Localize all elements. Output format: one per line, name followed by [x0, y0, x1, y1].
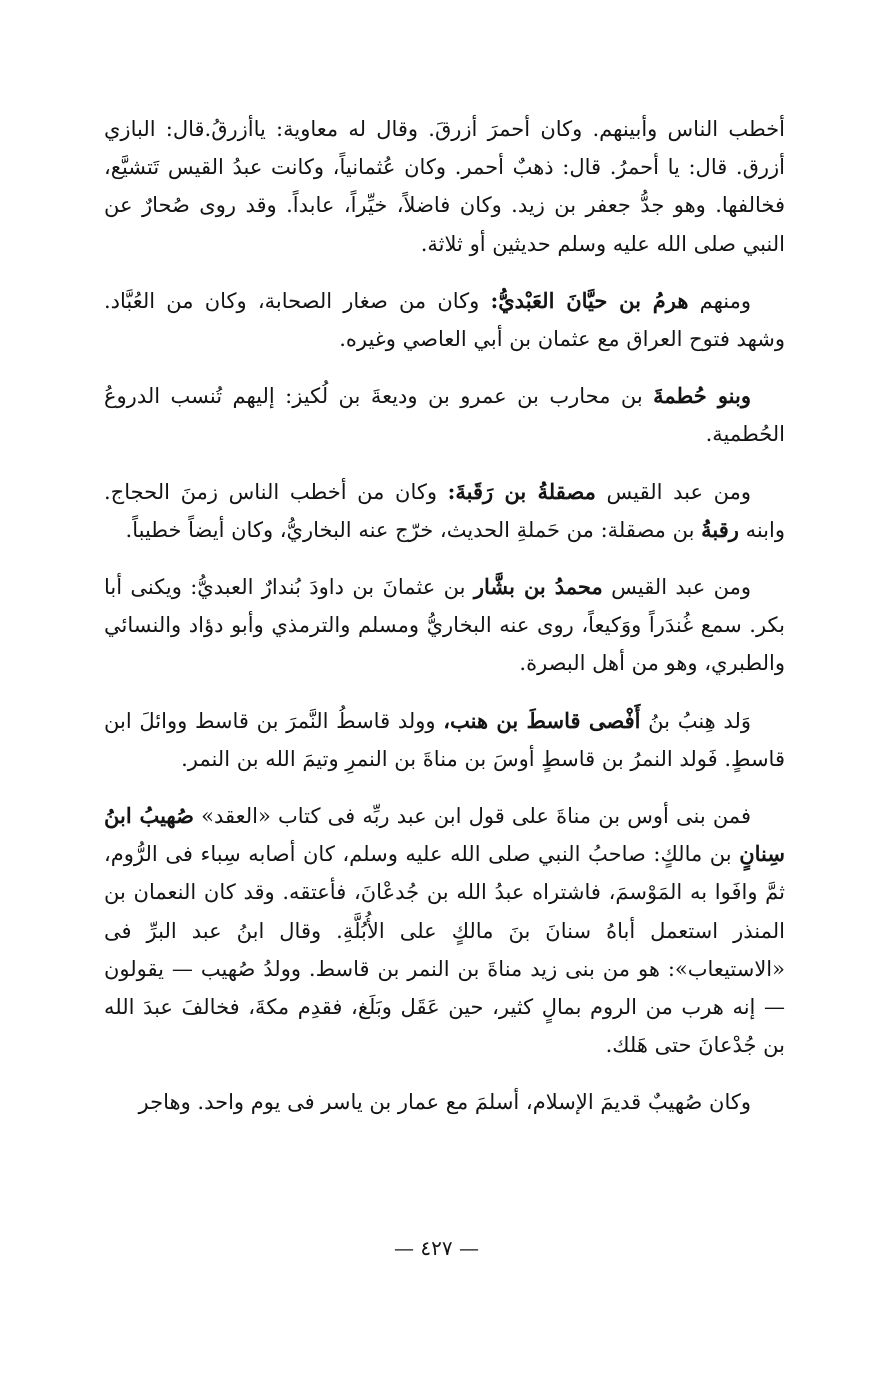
paragraph-p8 [104, 1083, 785, 1121]
text-run: ومنهم [688, 288, 752, 313]
bold-name: أَفْصى قاسطَ بن هنب، [443, 707, 641, 733]
text-run: وكان صُهيبٌ قديمَ الإسلام، أسلمَ مع عمار بن ياسر فى يوم واحد. وهاجر [138, 1090, 751, 1115]
paragraph-p1 [104, 110, 785, 263]
paragraph-p7 [104, 797, 785, 1064]
text-run: وولد قاسطُ النَّمرَ بن قاسط ووائلَ ابن قاسطٍ. فَولد النمرُ بن قاسطٍ أوسَ بن مناةَ بن النمرِ وتيمَ الله بن النمر. [104, 708, 785, 771]
text-run: وكان من أخطب الناس زمنَ الحجاج. وابنه [104, 479, 785, 542]
bold-name: محمدُ بن بشَّار [473, 574, 603, 600]
page-body [104, 110, 785, 1122]
page-number: — ٤٢٧ — [394, 1236, 479, 1260]
paragraph-p5 [104, 568, 785, 683]
bold-name: وبنو حُطمةَ [653, 383, 751, 409]
paragraph-p3 [104, 377, 785, 453]
bold-name: رقبةُ [701, 516, 739, 542]
bold-name: صُهيبُ ابنُ سِنانٍ [104, 803, 785, 867]
paragraph-p6 [104, 702, 785, 778]
text-run: بن مالكٍ: صاحبُ النبي صلى الله عليه وسلم، كان أصابه سِباء فى الرُّوم، ثمَّ وافَوا به المَوْسمَ، فاشتراه عبدُ الله بن جُدعْانَ، فأعتقه. وقد كان النعمان بن المنذر استعمل أباهُ سنانَ بنَ مالكٍ على الأُبُلَّةِ. وقال ابنُ عبد البرِّ فى «الاستيعاب»: هو من بنى زيد مناةَ بن النمر بن قاسط. وولدُ صُهيب — يقولون — إنه هرب من الروم بمالٍ كثير، حين عَقَل وبَلَغ، فقدِم مكةَ، فخالفَ عبدَ الله بن جُدْعانَ حتى هَلك. [104, 842, 785, 1058]
text-run: بن محارب بن عمرو بن وديعةَ بن لُكيز: إليهم تُنسب الدروعُ الحُطمية. [104, 384, 785, 447]
text-run: ومن عبد القيس [595, 479, 751, 504]
bold-name: مصقلةُ بن رَقَبةَ: [447, 478, 596, 504]
text-run: وكان من صغار الصحابة، وكان من العُبَّاد. وشهد فتوح العراق مع عثمان بن أبي العاصي وغيره. [104, 288, 785, 352]
text-run: فمن بنى أوس بن مناةَ على قول ابن عبد ربِّه فى كتاب «العقد» [193, 804, 751, 829]
text-run: ومن عبد القيس [602, 575, 751, 600]
text-run: بن مصقلة: من حَملةِ الحديث، خرّج عنه البخاريُّ، وكان أيضاً خطيباً. [125, 517, 702, 542]
text-run: وَلد هِنبُ بنُ [640, 708, 751, 733]
paragraph-p4 [104, 473, 785, 549]
text-run: أخطب الناس وأبينهم. وكان أحمرَ أزرقَ. وقال له معاوية: ياأزرقُ.قال: البازي أزرق. قال: يا أحمرُ. قال: ذهبٌ أحمر. وكان عُثمانياً، وكانت عبدُ القيس تَتشيَّع، فخالفها. وهو جدُّ جعفر بن زيد. وكان فاضلاً، خيِّراً، عابداً. وقد روى صُحارٌ عن النبي صلى الله عليه وسلم حديثين أو ثلاثة. [104, 117, 785, 256]
paragraph-p2 [104, 282, 785, 358]
text-run: بن عثمانَ بن داودَ بُندارٌ العبديُّ: ويكنى أبا بكر. سمع غُندَراً ووَكيعاً، روى عنه البخاريُّ ومسلم والترمذي وأبو دؤاد والنسائي والطبري، وهو من أهل البصرة. [104, 575, 785, 676]
bold-name: هرمُ بن حيَّانَ العَبْديُّ: [490, 287, 689, 313]
